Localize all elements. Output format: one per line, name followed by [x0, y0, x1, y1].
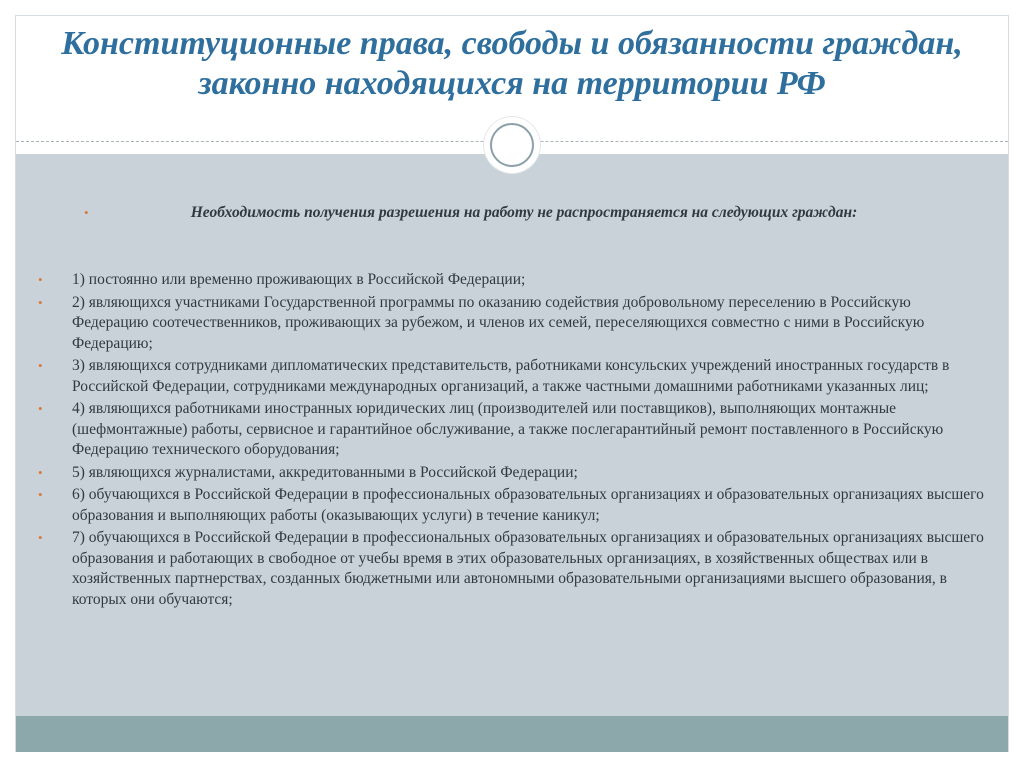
- list-item: [38, 293, 988, 355]
- list-item-text: 3) являющихся сотрудниками дипломатических представительств, работниками консульских учреждений иностранных государств в Российской Федерации, сотрудниками международных организаций, а также частными домашними работниками указанных лиц;: [72, 357, 950, 395]
- footer-band: [16, 716, 1008, 752]
- list-item-text: 7) обучающихся в Российской Федерации в профессиональных образовательных организациях и образовательных организациях высшего образования и работающих в свободное от учебы время в этих образовательных организациях, в хозяйственных обществах или в хозяйственных партнерствах, созданных бюджетными или автономными образовательными организациями высшего образования, в которых они обучаются;: [72, 529, 984, 608]
- list-item-text: 2) являющихся участниками Государственной программы по оказанию содействия добровольному переселению в Российскую Федерацию соотечественников, проживающих за рубежом, и членов их семей, переселяющихся совместно с ними в Российскую Федерацию;: [72, 293, 925, 352]
- list-item: [38, 356, 988, 397]
- list-item-text: 1) постоянно или временно проживающих в Российской Федерации;: [72, 271, 526, 288]
- bullet-icon: •: [38, 401, 43, 416]
- list-item-text: 5) являющихся журналистами, аккредитованными в Российской Федерации;: [72, 463, 578, 481]
- bullet-icon: •: [84, 205, 89, 220]
- list-item: [38, 270, 988, 291]
- bullet-icon: •: [38, 530, 43, 545]
- bullet-icon: •: [38, 272, 43, 287]
- list-item: [38, 485, 988, 526]
- list-item: [38, 528, 988, 610]
- bullet-icon: •: [38, 358, 43, 373]
- bullet-icon: •: [38, 464, 43, 480]
- bullet-icon: •: [38, 487, 43, 502]
- list-item: [38, 463, 988, 484]
- list-item-text: 4) являющихся работниками иностранных юридических лиц (производителей или поставщиков), выполняющих монтажные (шефмонтажные) работы, сервисное и гарантийное обслуживание, а также послегарантийный ремонт поставленного в Российскую Федерацию технического оборудования;: [72, 400, 944, 458]
- circle-ornament-icon: [484, 117, 540, 173]
- slide-title: Конституционные права, свободы и обязанности граждан, законно находящихся на территории РФ: [61, 25, 963, 102]
- lead-paragraph: Необходимость получения разрешения на работу не распространяется на следующих граждан:: [190, 204, 858, 221]
- list-item-text: 6) обучающихся в Российской Федерации в профессиональных образовательных организациях и образовательных организациях высшего образования и выполняющих работы (оказывающих услуги) в течение каникул;: [72, 486, 984, 524]
- list-item: [38, 399, 988, 461]
- exemption-list: [38, 270, 988, 612]
- bullet-icon: •: [38, 294, 43, 310]
